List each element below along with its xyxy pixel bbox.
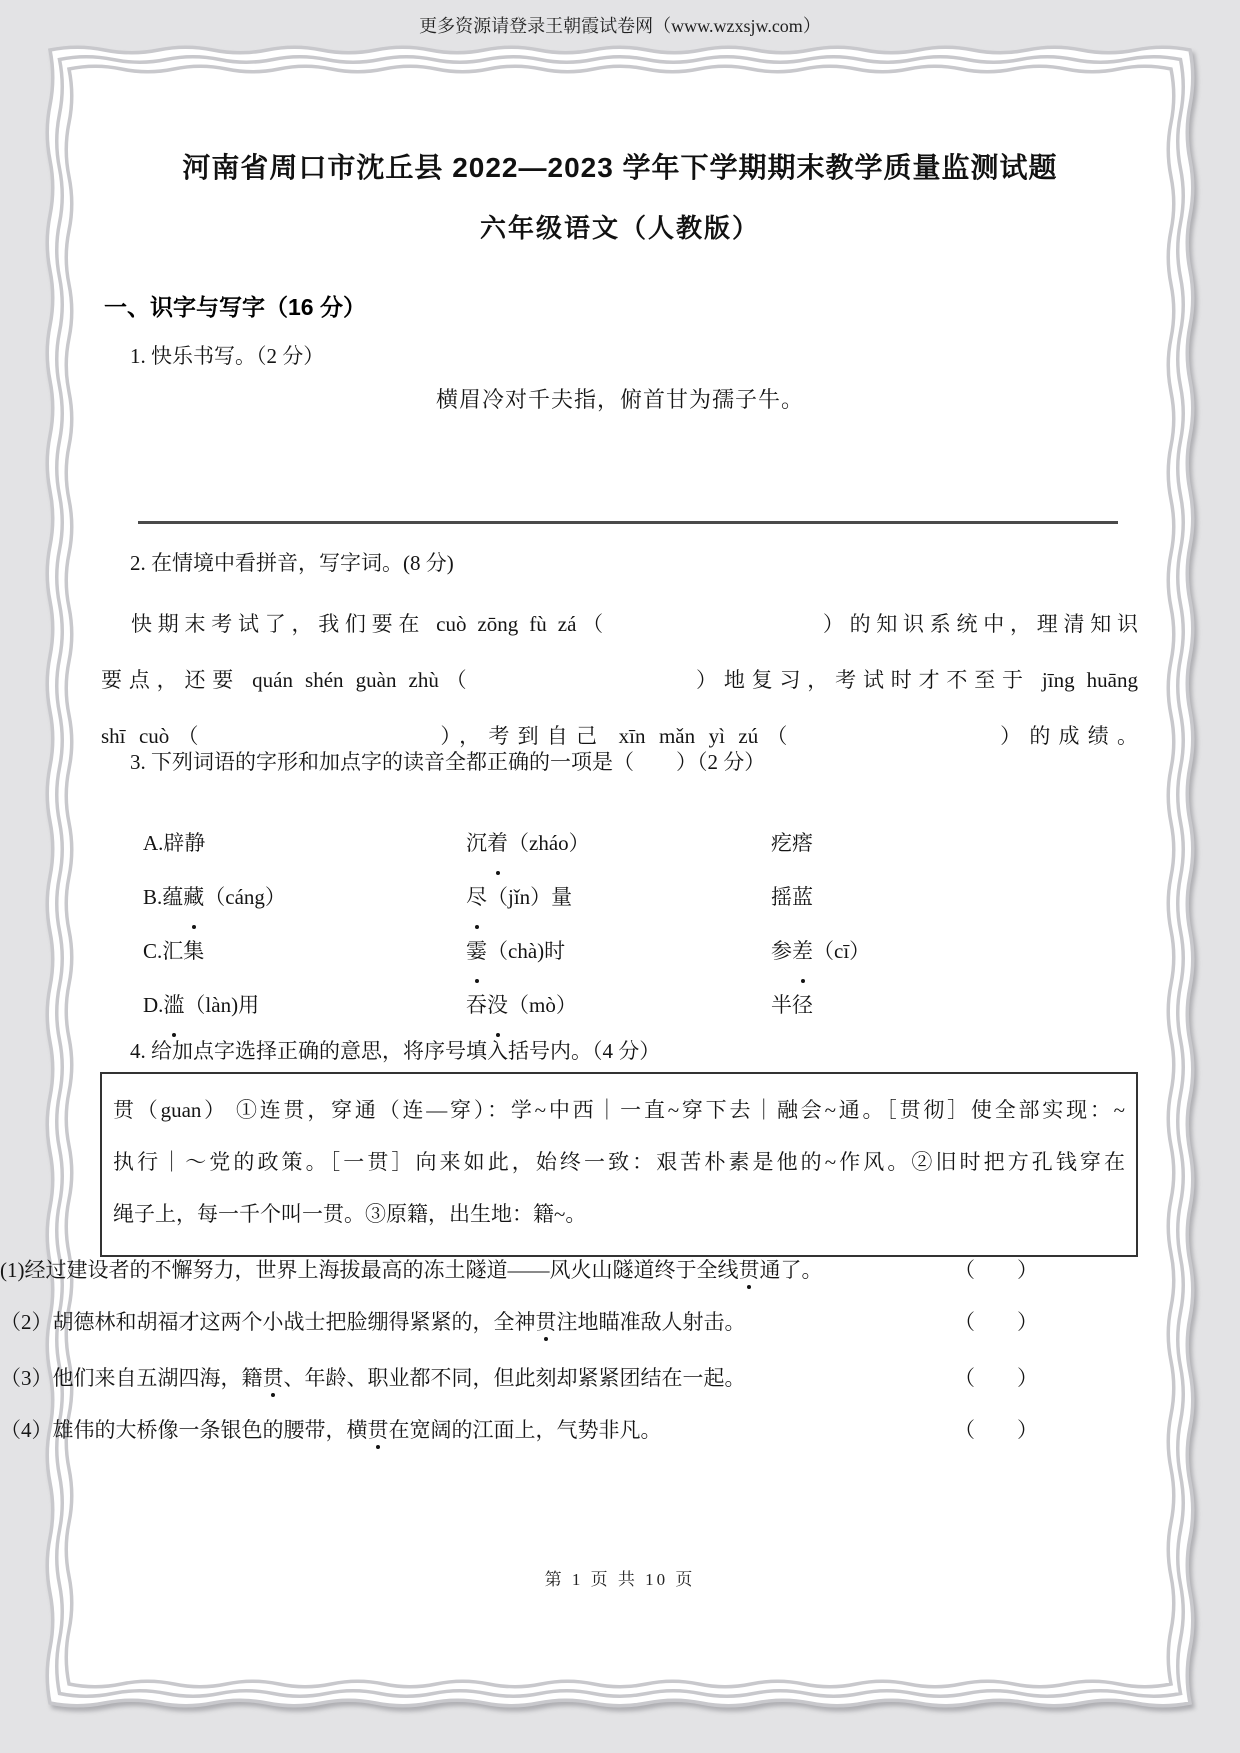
question-4-item-4: [0, 1416, 1038, 1444]
option-row-d: [143, 978, 1063, 1032]
question-2-passage: [101, 596, 1138, 764]
item-text: （3）他们来自五湖四海，籍贯、年龄、职业都不同，但此刻却紧紧团结在一起。: [0, 1366, 746, 1390]
answer-blank: （ ）: [954, 1310, 1038, 1334]
option-cell: 疙瘩: [771, 831, 813, 855]
option-cell: D.滥（làn)用: [143, 978, 466, 1032]
question-4-label: 4. 给加点字选择正确的意思，将序号填入括号内。（4 分）: [130, 1039, 661, 1063]
question-4-item-1: [0, 1256, 1038, 1284]
site-note: 更多资源请登录王朝霞试卷网（www.wzxsjw.com）: [419, 16, 821, 36]
handwriting-answer-line: [138, 492, 1118, 524]
question-1-label: 1. 快乐书写。（2 分）: [130, 344, 325, 368]
option-cell: 霎（chà)时: [466, 924, 771, 978]
definition-line: 绳子上，每一千个叫一贯。③原籍，出生地：籍~。: [113, 1202, 587, 1226]
page-subtitle: 六年级语文（人教版）: [479, 213, 760, 243]
passage-line: shī cuò（ ），考到自己 xīn mǎn yì zú（ ）的成绩。: [101, 724, 1138, 748]
item-text: （4）雄伟的大桥像一条银色的腰带，横贯在宽阔的江面上，气势非凡。: [0, 1418, 662, 1442]
question-1-copy-text: 横眉冷对千夫指，俯首甘为孺子牛。: [435, 387, 804, 412]
question-3-label: 3. 下列词语的字形和加点字的读音全都正确的一项是（ ）（2 分）: [130, 750, 766, 774]
passage-line: 快期末考试了，我们要在 cuò zōng fù zá（ ）的知识系统中，理清知识: [131, 612, 1138, 636]
option-cell: 摇蓝: [771, 885, 813, 909]
option-cell: 吞没（mò）: [466, 978, 771, 1032]
definition-line: 执行｜～党的政策。［一贯］向来如此，始终一致：艰苦朴素是他的~作风。②旧时把方孔钱穿在: [113, 1150, 1125, 1174]
section-heading: 一、识字与写字（16 分）: [104, 294, 366, 320]
question-3-options: [143, 816, 1063, 1032]
option-row-a: [143, 816, 1063, 870]
option-cell: 半径: [771, 993, 813, 1017]
option-cell: 尽（jǐn）量: [466, 870, 771, 924]
definition-line: 贯（guan） ①连贯，穿通（连—穿）：学~中西｜一直~穿下去｜融会~通。［贯彻］使全部实现：~: [113, 1098, 1125, 1122]
answer-blank: （ ）: [954, 1418, 1038, 1442]
answer-blank: （ ）: [954, 1366, 1038, 1390]
answer-blank: （ ）: [954, 1258, 1038, 1282]
page-title: 河南省周口市沈丘县 2022—2023 学年下学期期末教学质量监测试题: [182, 152, 1058, 183]
question-4-item-3: [0, 1364, 1038, 1392]
item-text: （2）胡德林和胡福才这两个小战士把脸绷得紧紧的，全神贯注地瞄准敌人射击。: [0, 1310, 746, 1334]
question-4-item-2: [0, 1308, 1038, 1336]
option-cell: 沉着（zháo）: [466, 816, 771, 870]
definition-box: [100, 1072, 1138, 1257]
option-cell: C.汇集: [143, 939, 205, 963]
item-text: (1)经过建设者的不懈努力，世界上海拔最高的冻土隧道——风火山隧道终于全线贯通了。: [0, 1258, 823, 1282]
option-row-c: [143, 924, 1063, 978]
option-row-b: [143, 870, 1063, 924]
page-number: 第 1 页 共 10 页: [544, 1570, 696, 1589]
option-cell: B.蕴藏（cáng）: [143, 870, 466, 924]
question-2-label: 2. 在情境中看拼音，写字词。(8 分): [130, 551, 454, 575]
option-cell: 参差（cī）: [771, 924, 1063, 978]
passage-line: 要点，还要 quán shén guàn zhù（ ）地复习，考试时才不至于 jīng huāng: [101, 668, 1138, 692]
option-cell: A.辟静: [143, 831, 206, 855]
